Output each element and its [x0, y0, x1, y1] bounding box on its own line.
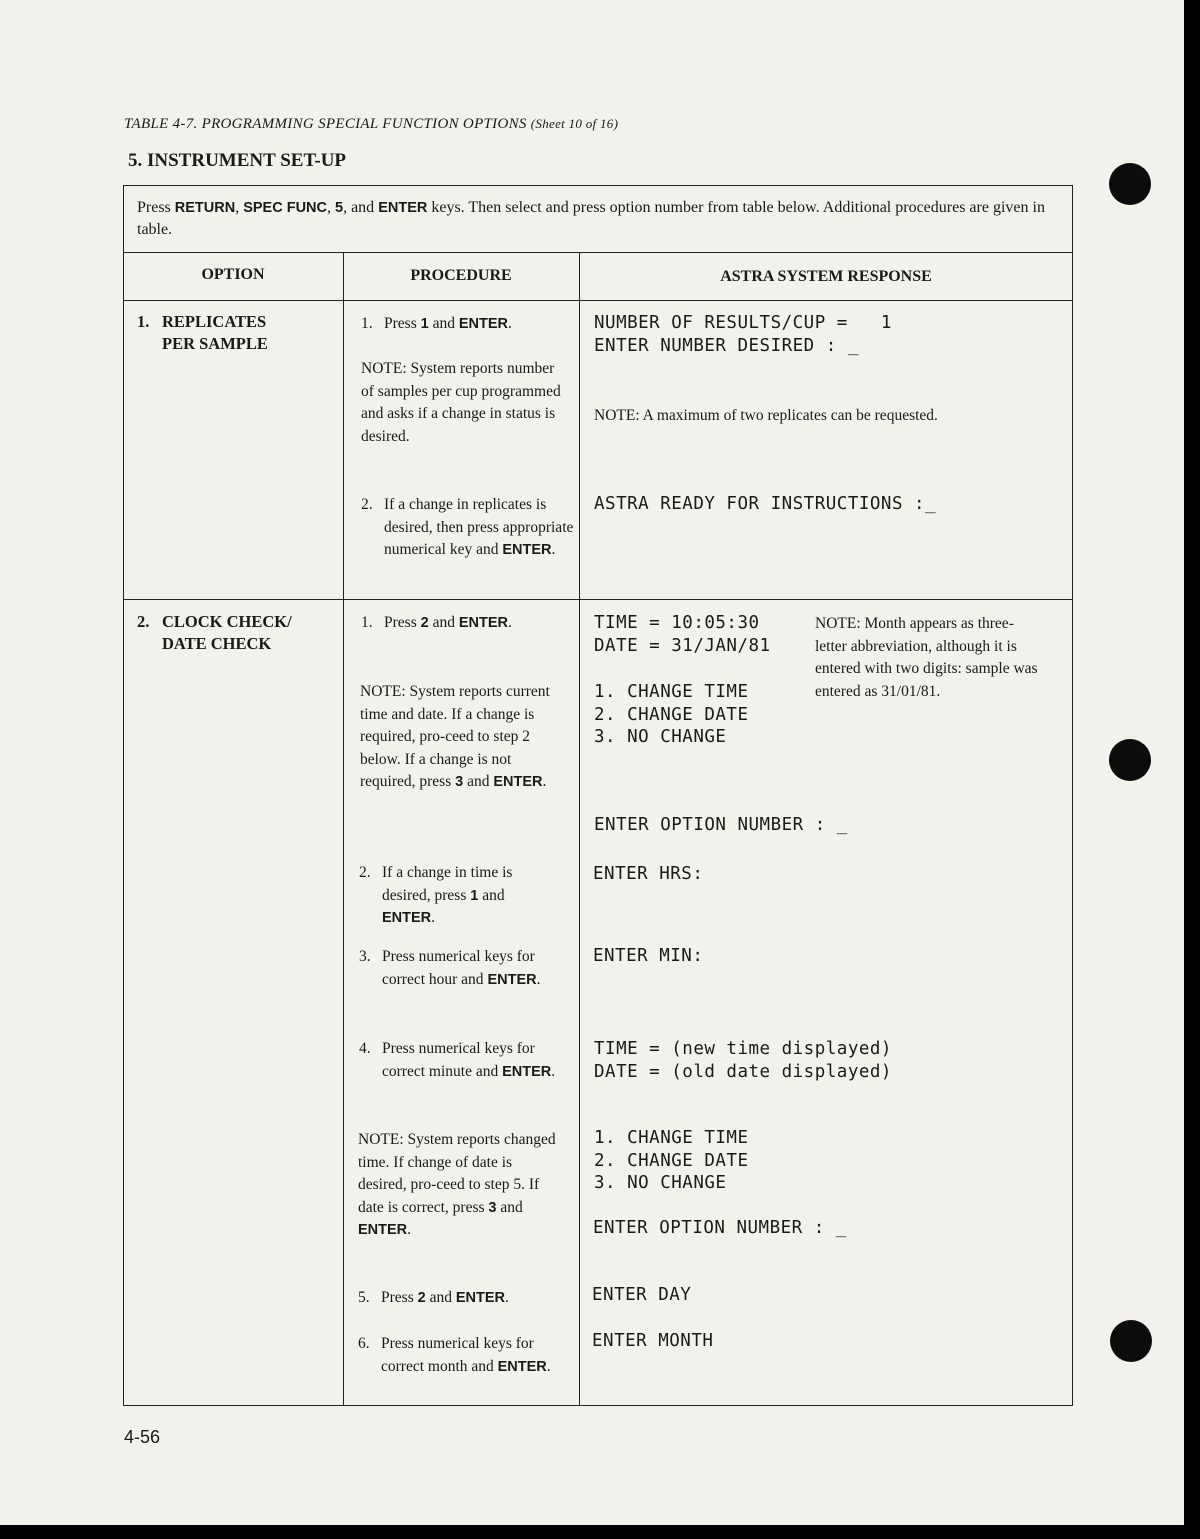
rule-row1	[123, 599, 1073, 600]
binder-hole-top	[1109, 163, 1151, 205]
step-text: Press numerical keys for correct minute and	[382, 1040, 535, 1080]
row2-response-menu-2: 1. CHANGE TIME 2. CHANGE DATE 3. NO CHANGE	[594, 1128, 749, 1193]
row2-step2	[359, 862, 574, 932]
step-number: 2.	[361, 496, 373, 513]
row2-response-enter-option-2: ENTER OPTION NUMBER : _	[593, 1218, 847, 1238]
row1-step2	[361, 494, 576, 586]
step-text: .	[546, 1357, 551, 1375]
row2-response-enter-option: ENTER OPTION NUMBER : _	[594, 815, 848, 835]
key-enter: ENTER	[455, 1290, 505, 1306]
key-1: 1	[470, 887, 479, 904]
intro-text: , and	[343, 199, 379, 216]
row1-step1	[361, 313, 576, 337]
row1-response-results: NUMBER OF RESULTS/CUP = 1 ENTER NUMBER DESIRED : _	[594, 313, 892, 356]
step-text: Press numerical keys for correct month and	[381, 1335, 534, 1375]
row2-step4	[359, 1038, 574, 1108]
rule-col1	[343, 252, 344, 1406]
row1-response-note: NOTE: A maximum of two replicates can be requested.	[594, 407, 938, 424]
note-text: .	[542, 773, 547, 790]
header-procedure: PROCEDURE	[410, 267, 512, 284]
step-text: .	[536, 970, 541, 988]
rule-col2	[579, 252, 580, 1406]
step-text: and	[425, 1289, 456, 1306]
key-3: 3	[455, 774, 464, 790]
key-2: 2	[420, 615, 429, 631]
step-text: Press	[384, 614, 421, 631]
row1-option-line1: REPLICATES	[162, 312, 267, 331]
step-text: Press	[381, 1289, 418, 1306]
intro-text: ,	[235, 199, 244, 216]
binder-hole-middle	[1109, 739, 1151, 781]
row2-option-title	[162, 611, 292, 655]
header-response: ASTRA SYSTEM RESPONSE	[720, 268, 932, 285]
note-text: and	[496, 1198, 523, 1216]
step-number: 6.	[358, 1335, 370, 1352]
row2-step5	[358, 1287, 573, 1311]
row1-option-number: 1.	[137, 312, 150, 331]
step-text: If a change in replicates is desired, then press appropriate numerical key and	[384, 496, 574, 558]
section-title: 5. INSTRUMENT SET-UP	[128, 150, 347, 171]
key-enter: ENTER	[458, 316, 508, 332]
key-enter: ENTER	[493, 774, 543, 790]
note-text: and	[463, 773, 494, 790]
key-enter: ENTER	[502, 1063, 552, 1080]
step-text: .	[504, 1289, 509, 1306]
row2-option-line1: CLOCK CHECK/	[162, 612, 292, 631]
step-number: 4.	[359, 1040, 371, 1057]
rule-intro	[123, 252, 1073, 253]
header-option: OPTION	[201, 266, 265, 283]
step-text: .	[551, 541, 556, 558]
key-spec-func: SPEC FUNC	[243, 200, 327, 216]
row2-response-enter-min: ENTER MIN:	[593, 946, 704, 966]
row2-step1	[361, 612, 576, 636]
row1-note: NOTE: System reports number of samples per cup programmed and asks if a change in status is desired.	[361, 360, 561, 445]
intro-text: Press	[137, 199, 175, 216]
key-enter: ENTER	[458, 615, 508, 631]
step-text: If a change in time is desired, press	[382, 864, 513, 904]
key-enter: ENTER	[378, 200, 428, 216]
key-3: 3	[488, 1199, 497, 1216]
intro-text: ,	[327, 199, 335, 216]
row1-option-title	[162, 311, 268, 355]
step-number: 2.	[359, 864, 371, 881]
step-text: and	[428, 614, 459, 631]
step-text: .	[507, 315, 512, 332]
step-number: 1.	[361, 614, 373, 631]
row2-step3	[359, 946, 574, 1016]
row2-step6	[358, 1333, 573, 1403]
row1-response-ready: ASTRA READY FOR INSTRUCTIONS :_	[594, 494, 937, 514]
key-1: 1	[420, 316, 429, 332]
row2-response-time-date: TIME = 10:05:30 DATE = 31/JAN/81	[594, 613, 771, 656]
step-number: 5.	[358, 1289, 370, 1306]
table-intro	[137, 197, 1057, 241]
note-text: .	[407, 1221, 412, 1238]
step-number: 1.	[361, 315, 373, 332]
step-text: Press numerical keys for correct hour and	[382, 948, 535, 988]
step-text: Press	[384, 315, 421, 332]
step-text: .	[431, 909, 436, 926]
key-return: RETURN	[174, 200, 236, 216]
row2-option-number: 2.	[137, 612, 150, 631]
key-enter: ENTER	[382, 910, 432, 926]
step-text: .	[507, 614, 512, 631]
table-caption	[124, 116, 618, 133]
row2-response-new-time: TIME = (new time displayed) DATE = (old date displayed)	[594, 1039, 892, 1082]
binder-hole-bottom	[1110, 1320, 1152, 1362]
key-enter: ENTER	[502, 542, 552, 558]
caption-main: TABLE 4-7. PROGRAMMING SPECIAL FUNCTION OPTIONS	[124, 116, 527, 132]
row2-response-enter-day: ENTER DAY	[592, 1285, 692, 1305]
step-text: and	[428, 315, 459, 332]
step-text: .	[551, 1062, 556, 1080]
row2-response-enter-hrs: ENTER HRS:	[593, 864, 704, 884]
row2-option-line2: DATE CHECK	[162, 634, 272, 653]
caption-sheet: (Sheet 10 of 16)	[530, 116, 619, 131]
step-number: 3.	[359, 948, 371, 965]
rule-header	[123, 300, 1073, 301]
note-text: NOTE: System reports changed time. If change of date is desired, pro-ceed to step 5. If date is correct, press	[358, 1131, 556, 1216]
key-5: 5	[335, 200, 344, 216]
row2-note2	[358, 1129, 563, 1242]
row2-response-menu: 1. CHANGE TIME 2. CHANGE DATE 3. NO CHANGE	[594, 682, 749, 747]
note-text: NOTE: System reports current time and date. If a change is required, pro-ceed to step 2 below. If a change is not required, press	[360, 683, 550, 790]
row1-option-line2: PER SAMPLE	[162, 334, 268, 353]
step-text: and	[478, 886, 505, 904]
page-number: 4-56	[124, 1427, 161, 1447]
key-enter: ENTER	[358, 1222, 408, 1238]
key-2: 2	[417, 1290, 426, 1306]
row2-note1	[360, 681, 565, 794]
key-enter: ENTER	[497, 1358, 547, 1375]
row2-response-month-note: NOTE: Month appears as three-letter abbreviation, although it is entered with two digits: sample was entered as 31/01/81.	[815, 615, 1038, 700]
key-enter: ENTER	[487, 971, 537, 988]
row2-response-enter-month: ENTER MONTH	[592, 1331, 714, 1351]
intro-text: keys. Then select and press option number from table below. Additional procedures are given in table.	[137, 199, 1045, 238]
